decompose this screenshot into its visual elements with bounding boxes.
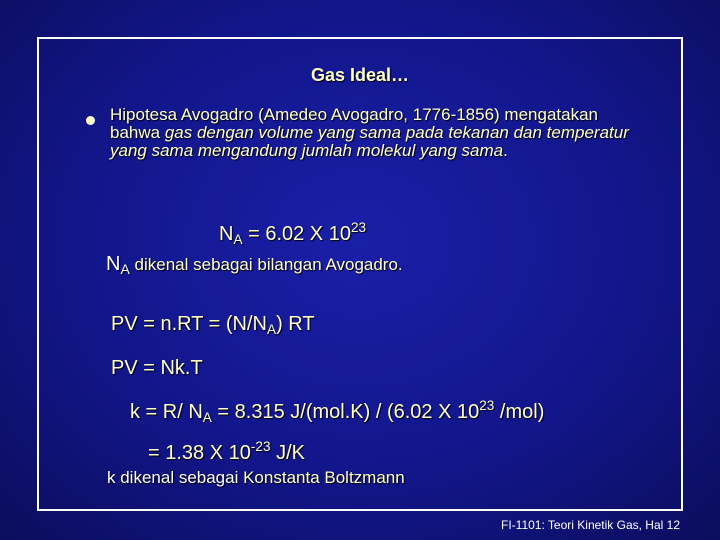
pv-nkt-equation: PV = Nk.T	[111, 357, 203, 379]
k-part-a: k = R/ N	[130, 401, 203, 424]
paragraph-end: .	[503, 141, 508, 160]
slide-title: Gas Ideal…	[310, 65, 410, 85]
pv1-part-a: PV = n.RT = (N/N	[111, 313, 267, 335]
k-part-c: /mol)	[494, 401, 545, 424]
kval-part-b: J/K	[270, 442, 305, 465]
kval-part-a: = 1.38 X 10	[148, 442, 251, 465]
k-exponent: 23	[479, 398, 495, 413]
na-desc-subscript: A	[120, 261, 130, 278]
bullet-icon	[86, 116, 95, 125]
na-value: = 6.02 X 10	[242, 223, 351, 246]
paragraph-intro: Hipotesa Avogadro (Amedeo Avogadro, 1776-1856) mengatakan bahwa	[110, 105, 598, 142]
na-exponent: 23	[350, 220, 367, 235]
na-symbol: N	[219, 223, 234, 246]
na-subscript: A	[233, 232, 243, 248]
avogadro-number-equation	[219, 220, 366, 247]
boltzmann-derivation-equation	[130, 398, 544, 425]
k-part-b: = 8.315 J/(mol.K) / (6.02 X 10	[211, 401, 480, 424]
pv-nrt-equation	[111, 313, 315, 337]
kval-exponent: -23	[250, 439, 271, 454]
na-desc-text: dikenal sebagai bilangan Avogadro.	[129, 255, 403, 274]
na-desc-symbol: N	[106, 253, 121, 275]
kdesc-text: k dikenal sebagai	[107, 468, 244, 487]
avogadro-hypothesis-paragraph	[110, 106, 650, 160]
kdesc-highlight: Konstanta Boltzmann	[243, 468, 405, 487]
pv1-part-b: ) RT	[276, 313, 315, 335]
boltzmann-description	[107, 468, 405, 488]
paragraph-italic: gas dengan volume yang sama pada tekanan dan temperatur yang sama mengandung jumlah molekul yang sama	[110, 123, 629, 160]
avogadro-number-description	[106, 253, 403, 277]
k-subscript: A	[202, 410, 212, 426]
boltzmann-value-equation	[148, 439, 305, 465]
pv1-subscript: A	[267, 322, 277, 338]
slide-footer: FI-1101: Teori Kinetik Gas, Hal 12	[501, 518, 680, 532]
